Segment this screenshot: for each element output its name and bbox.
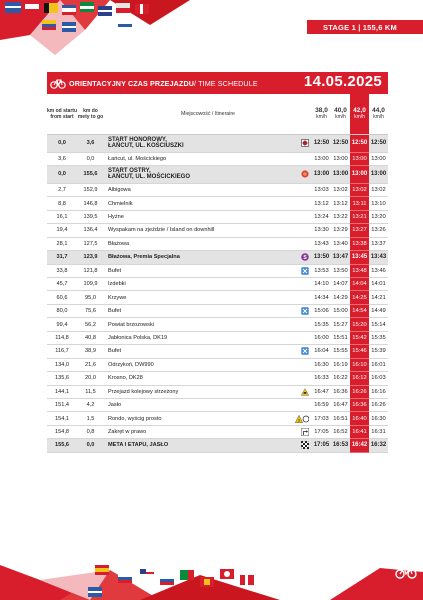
time-cell-42: 13:11	[350, 197, 369, 210]
km-from-start-cell: 8,8	[47, 197, 77, 210]
place-cell	[104, 331, 312, 344]
km-from-start-cell: 33,8	[47, 264, 77, 277]
time-cell-42: 14:25	[350, 291, 369, 304]
time-cell-44: 14:01	[369, 278, 388, 291]
time-cell-40: 13:29	[331, 224, 350, 237]
time-cell-42: 16:40	[350, 412, 369, 425]
km-to-go-cell: 20,0	[77, 372, 104, 385]
feed-zone-icon	[301, 307, 309, 315]
place-name: Bufet	[108, 308, 122, 315]
place-name: Błażowa, Premia Specjalna	[108, 254, 180, 261]
time-cell-44: 13:20	[369, 210, 388, 223]
place-cell	[104, 291, 312, 304]
place-cell	[104, 412, 312, 425]
km-from-start-cell: 135,6	[47, 372, 77, 385]
time-cell-42: 14:54	[350, 304, 369, 317]
time-cell-42: 12:50	[350, 134, 369, 152]
place-name: Wyspakam na zjeździe / Island on downhill	[108, 227, 215, 234]
table-row	[47, 372, 388, 385]
time-cell-40: 13:22	[331, 210, 350, 223]
table-row	[47, 134, 388, 152]
km-to-go-cell: 56,2	[77, 318, 104, 331]
place-cell	[104, 345, 312, 358]
time-cell-42: 13:21	[350, 210, 369, 223]
time-cell-42: 13:00	[350, 165, 369, 183]
column-speed-44: 44,0 km/h	[369, 94, 388, 134]
place-name: Albigowa	[108, 187, 131, 194]
time-cell-40: 16:47	[331, 398, 350, 411]
table-row	[47, 278, 388, 291]
place-name: Krosno, DK28	[108, 375, 143, 382]
time-cell-40: 13:40	[331, 237, 350, 250]
time-cell-44: 13:43	[369, 251, 388, 264]
schedule-header	[47, 72, 388, 94]
table-row	[47, 237, 388, 250]
table-row	[47, 251, 388, 264]
km-to-go-cell: 121,8	[77, 264, 104, 277]
time-cell-40: 12:50	[331, 134, 350, 152]
time-schedule	[47, 72, 388, 453]
time-cell-44: 13:10	[369, 197, 388, 210]
feed-zone-icon	[301, 267, 309, 275]
km-to-go-cell: 123,9	[77, 251, 104, 264]
column-km-from-start: km od startu from start	[47, 94, 77, 134]
place-cell	[104, 237, 312, 250]
time-cell-38: 16:04	[312, 345, 331, 358]
km-from-start-cell: 60,6	[47, 291, 77, 304]
start-flag-icon	[301, 139, 309, 147]
km-from-start-cell: 151,4	[47, 398, 77, 411]
km-to-go-cell: 21,6	[77, 358, 104, 371]
time-cell-38: 17:05	[312, 439, 331, 452]
time-cell-42: 13:00	[350, 152, 369, 165]
km-to-go-cell: 38,9	[77, 345, 104, 358]
km-to-go-cell: 139,5	[77, 210, 104, 223]
table-row	[47, 291, 388, 304]
place-name: Hyżne	[108, 214, 124, 221]
time-cell-40: 13:02	[331, 183, 350, 196]
km-from-start-cell: 134,0	[47, 358, 77, 371]
railway-crossing-icon	[301, 388, 309, 396]
place-cell	[104, 372, 312, 385]
table-row	[47, 264, 388, 277]
time-cell-44: 14:49	[369, 304, 388, 317]
time-cell-40: 15:00	[331, 304, 350, 317]
time-cell-38: 14:10	[312, 278, 331, 291]
time-cell-42: 16:10	[350, 358, 369, 371]
time-cell-38: 16:47	[312, 385, 331, 398]
place-cell	[104, 439, 312, 452]
schedule-table	[47, 94, 388, 453]
place-cell	[104, 304, 312, 317]
time-cell-42: 16:41	[350, 425, 369, 438]
place-name: Błażowa	[108, 240, 130, 247]
time-cell-44: 16:03	[369, 372, 388, 385]
roundabout-warning-icon	[295, 415, 309, 423]
table-row	[47, 412, 388, 425]
km-from-start-cell: 154,8	[47, 425, 77, 438]
km-to-go-cell: 0,0	[77, 439, 104, 452]
time-cell-44: 14:21	[369, 291, 388, 304]
place-name: START HONOROWY, ŁAŃCUT, UL. KOŚCIUSZKI	[108, 137, 184, 149]
table-header-row	[47, 94, 388, 134]
place-name: Krzywe	[108, 294, 127, 301]
time-cell-40: 14:29	[331, 291, 350, 304]
table-row	[47, 385, 388, 398]
time-cell-42: 13:27	[350, 224, 369, 237]
place-cell	[104, 318, 312, 331]
table-row	[47, 358, 388, 371]
time-cell-38: 12:50	[312, 134, 331, 152]
km-from-start-cell: 116,7	[47, 345, 77, 358]
time-cell-44: 16:01	[369, 358, 388, 371]
svg-text:S: S	[303, 255, 307, 262]
time-cell-44: 16:26	[369, 398, 388, 411]
stage-date: 14.05.2025	[303, 73, 382, 90]
time-cell-40: 13:12	[331, 197, 350, 210]
time-cell-44: 15:14	[369, 318, 388, 331]
place-cell	[104, 425, 312, 438]
time-cell-42: 13:45	[350, 251, 369, 264]
km-to-go-cell: 11,5	[77, 385, 104, 398]
table-row	[47, 197, 388, 210]
km-to-go-cell: 0,0	[77, 152, 104, 165]
table-row	[47, 345, 388, 358]
start-circle-icon	[301, 170, 309, 178]
column-speed-40: 40,0 km/h	[331, 94, 350, 134]
km-from-start-cell: 144,1	[47, 385, 77, 398]
column-place: Miejscowość / Itineraire	[104, 94, 312, 134]
column-speed-42: 42,0 km/h	[350, 94, 369, 134]
place-name: Bufet	[108, 267, 122, 274]
time-cell-40: 16:22	[331, 372, 350, 385]
time-cell-38: 13:00	[312, 152, 331, 165]
place-name: Zakręt w prawo	[108, 429, 147, 436]
place-name: META I ETAPU, JASŁO	[108, 442, 169, 449]
time-cell-38: 16:00	[312, 331, 331, 344]
table-row	[47, 331, 388, 344]
place-cell	[104, 264, 312, 277]
place-name: Odrzykoń, DW990	[108, 361, 154, 368]
time-cell-42: 13:02	[350, 183, 369, 196]
km-from-start-cell: 45,7	[47, 278, 77, 291]
table-row	[47, 224, 388, 237]
km-to-go-cell: 109,9	[77, 278, 104, 291]
schedule-title: ORIENTACYJNY CZAS PRZEJAZDU/ TIME SCHEDULE	[69, 78, 258, 88]
place-name: Przejazd kolejowy strzeżony	[108, 388, 179, 395]
place-cell	[104, 385, 312, 398]
table-row	[47, 425, 388, 438]
time-cell-44: 13:02	[369, 183, 388, 196]
time-cell-38: 14:34	[312, 291, 331, 304]
km-to-go-cell: 40,8	[77, 331, 104, 344]
time-cell-38: 16:30	[312, 358, 331, 371]
km-from-start-cell: 0,0	[47, 134, 77, 152]
place-cell	[104, 278, 312, 291]
table-row	[47, 183, 388, 196]
time-cell-40: 13:00	[331, 152, 350, 165]
time-cell-40: 15:55	[331, 345, 350, 358]
time-cell-44: 15:35	[369, 331, 388, 344]
km-to-go-cell: 155,6	[77, 165, 104, 183]
time-cell-40: 13:50	[331, 264, 350, 277]
time-cell-42: 15:20	[350, 318, 369, 331]
time-cell-38: 15:06	[312, 304, 331, 317]
feed-zone-icon	[301, 347, 309, 355]
place-cell	[104, 197, 312, 210]
place-cell	[104, 183, 312, 196]
time-cell-44: 16:16	[369, 385, 388, 398]
time-cell-44: 15:39	[369, 345, 388, 358]
time-cell-40: 13:00	[331, 165, 350, 183]
place-name: Rondo, wyścig prosto	[108, 415, 162, 422]
place-cell	[104, 251, 312, 264]
column-speed-38: 38,0 km/h	[312, 94, 331, 134]
time-cell-40: 16:51	[331, 412, 350, 425]
km-from-start-cell: 114,8	[47, 331, 77, 344]
time-cell-38: 13:53	[312, 264, 331, 277]
time-cell-42: 16:12	[350, 372, 369, 385]
km-from-start-cell: 19,4	[47, 224, 77, 237]
km-to-go-cell: 95,0	[77, 291, 104, 304]
place-cell	[104, 165, 312, 183]
km-to-go-cell: 127,5	[77, 237, 104, 250]
time-cell-42: 13:48	[350, 264, 369, 277]
time-cell-38: 16:33	[312, 372, 331, 385]
time-cell-38: 15:35	[312, 318, 331, 331]
place-name: Powiat brzozowski	[108, 321, 155, 328]
place-cell	[104, 224, 312, 237]
flags-decoration-top	[0, 0, 190, 60]
time-cell-42: 13:38	[350, 237, 369, 250]
time-cell-38: 13:12	[312, 197, 331, 210]
km-to-go-cell: 0,8	[77, 425, 104, 438]
column-km-to-go: km do mety to go	[77, 94, 104, 134]
km-to-go-cell: 152,9	[77, 183, 104, 196]
km-from-start-cell: 80,0	[47, 304, 77, 317]
time-cell-42: 14:04	[350, 278, 369, 291]
place-name: Bufet	[108, 348, 122, 355]
place-cell	[104, 358, 312, 371]
time-cell-44: 13:37	[369, 237, 388, 250]
km-to-go-cell: 146,8	[77, 197, 104, 210]
time-cell-40: 15:51	[331, 331, 350, 344]
km-from-start-cell: 28,1	[47, 237, 77, 250]
time-cell-42: 16:26	[350, 385, 369, 398]
time-cell-44: 13:46	[369, 264, 388, 277]
time-cell-42: 15:46	[350, 345, 369, 358]
place-cell	[104, 152, 312, 165]
table-row	[47, 439, 388, 452]
km-to-go-cell: 4,2	[77, 398, 104, 411]
km-from-start-cell: 155,6	[47, 439, 77, 452]
time-cell-44: 12:50	[369, 134, 388, 152]
km-to-go-cell: 3,6	[77, 134, 104, 152]
time-cell-40: 16:53	[331, 439, 350, 452]
km-from-start-cell: 3,6	[47, 152, 77, 165]
place-name: Jasło	[108, 402, 122, 409]
place-cell	[104, 210, 312, 223]
time-cell-44: 13:00	[369, 152, 388, 165]
place-name: Łańcut, ul. Mościckiego	[108, 155, 167, 162]
finish-flag-icon	[301, 441, 309, 449]
time-cell-42: 16:36	[350, 398, 369, 411]
km-from-start-cell: 0,0	[47, 165, 77, 183]
bike-icon	[47, 72, 69, 94]
bike-logo-icon	[395, 565, 417, 579]
stage-label: STAGE 1 | 155,6 KM	[307, 20, 423, 34]
place-name: Chmielnik	[108, 200, 133, 207]
time-cell-42: 15:42	[350, 331, 369, 344]
time-cell-38: 13:30	[312, 224, 331, 237]
time-cell-40: 14:07	[331, 278, 350, 291]
km-from-start-cell: 16,1	[47, 210, 77, 223]
right-turn-icon	[301, 428, 309, 436]
time-cell-38: 13:43	[312, 237, 331, 250]
table-row	[47, 165, 388, 183]
table-row	[47, 398, 388, 411]
km-from-start-cell: 154,1	[47, 412, 77, 425]
time-cell-38: 17:05	[312, 425, 331, 438]
time-cell-40: 16:19	[331, 358, 350, 371]
svg-text:!: !	[298, 417, 300, 423]
time-cell-38: 13:50	[312, 251, 331, 264]
special-prize-icon	[301, 253, 309, 261]
km-to-go-cell: 136,4	[77, 224, 104, 237]
time-cell-38: 17:03	[312, 412, 331, 425]
table-row	[47, 210, 388, 223]
km-to-go-cell: 1,5	[77, 412, 104, 425]
time-cell-40: 16:52	[331, 425, 350, 438]
time-cell-38: 13:00	[312, 165, 331, 183]
time-cell-40: 13:47	[331, 251, 350, 264]
table-row	[47, 304, 388, 317]
km-from-start-cell: 31,7	[47, 251, 77, 264]
time-cell-44: 13:26	[369, 224, 388, 237]
time-cell-38: 16:59	[312, 398, 331, 411]
place-name: Izdebki	[108, 281, 126, 288]
time-cell-42: 16:42	[350, 439, 369, 452]
time-cell-40: 16:36	[331, 385, 350, 398]
time-cell-40: 15:27	[331, 318, 350, 331]
km-from-start-cell: 99,4	[47, 318, 77, 331]
place-name: START OSTRY, ŁAŃCUT, UL. MOŚCICKIEGO	[108, 168, 190, 181]
table-row	[47, 318, 388, 331]
flags-decoration-bottom	[0, 535, 280, 600]
place-name: Jabłonica Polska, DK19	[108, 334, 168, 341]
km-from-start-cell: 2,7	[47, 183, 77, 196]
place-cell	[104, 398, 312, 411]
time-cell-44: 16:31	[369, 425, 388, 438]
place-cell	[104, 134, 312, 152]
time-cell-44: 13:00	[369, 165, 388, 183]
time-cell-44: 16:32	[369, 439, 388, 452]
time-cell-44: 16:30	[369, 412, 388, 425]
km-to-go-cell: 75,6	[77, 304, 104, 317]
time-cell-38: 13:03	[312, 183, 331, 196]
table-row	[47, 152, 388, 165]
time-cell-38: 13:24	[312, 210, 331, 223]
